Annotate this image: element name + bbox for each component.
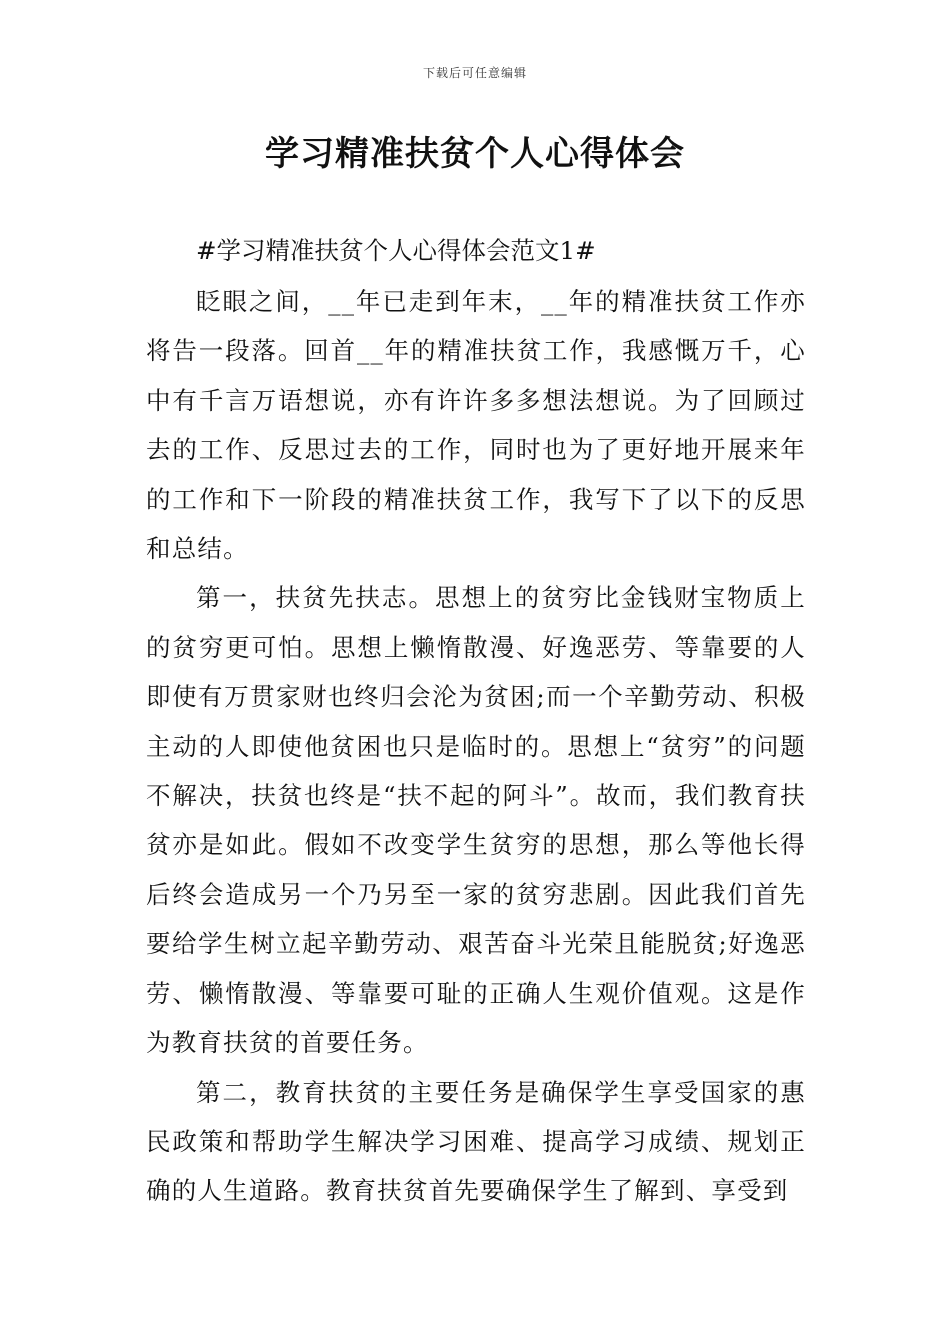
document-body <box>146 226 806 1216</box>
paragraph-3: 第二，教育扶贫的主要任务是确保学生享受国家的惠民政策和帮助学生解决学习困难、提高学习成绩、规划正确的人生道路。教育扶贫首先要确保学生了解到、享受到 <box>146 1077 806 1206</box>
section-subtitle: #学习精准扶贫个人心得体会范文1# <box>196 236 596 265</box>
document-title: 学习精准扶贫个人心得体会 <box>265 134 685 174</box>
paragraph-1: 眨眼之间，__年已走到年末，__年的精准扶贫工作亦将告一段落。回首__年的精准扶贫工作，我感慨万千，心中有千言万语想说，亦有许许多多想法想说。为了回顾过去的工作、反思过去的工作，同时也为了更好地开展来年的工作和下一阶段的精准扶贫工作，我写下了以下的反思和总结。 <box>146 287 806 564</box>
paragraph-2: 第一，扶贫先扶志。思想上的贫穷比金钱财宝物质上的贫穷更可怕。思想上懒惰散漫、好逸恶劳、等靠要的人即使有万贯家财也终归会沦为贫困;而一个辛勤劳动、积极主动的人即使他贫困也只是临时的。思想上“贫穷”的问题不解决，扶贫也终是“扶不起的阿斗”。故而，我们教育扶贫亦是如此。假如不改变学生贫穷的思想，那么等他长得后终会造成另一个乃另至一家的贫穷悲剧。因此我们首先要给学生树立起辛勤劳动、艰苦奋斗光荣且能脱贫;好逸恶劳、懒惰散漫、等靠要可耻的正确人生观价值观。这是作为教育扶贫的首要任务。 <box>146 583 806 1058</box>
header-note: 下载后可任意编辑 <box>422 66 527 80</box>
